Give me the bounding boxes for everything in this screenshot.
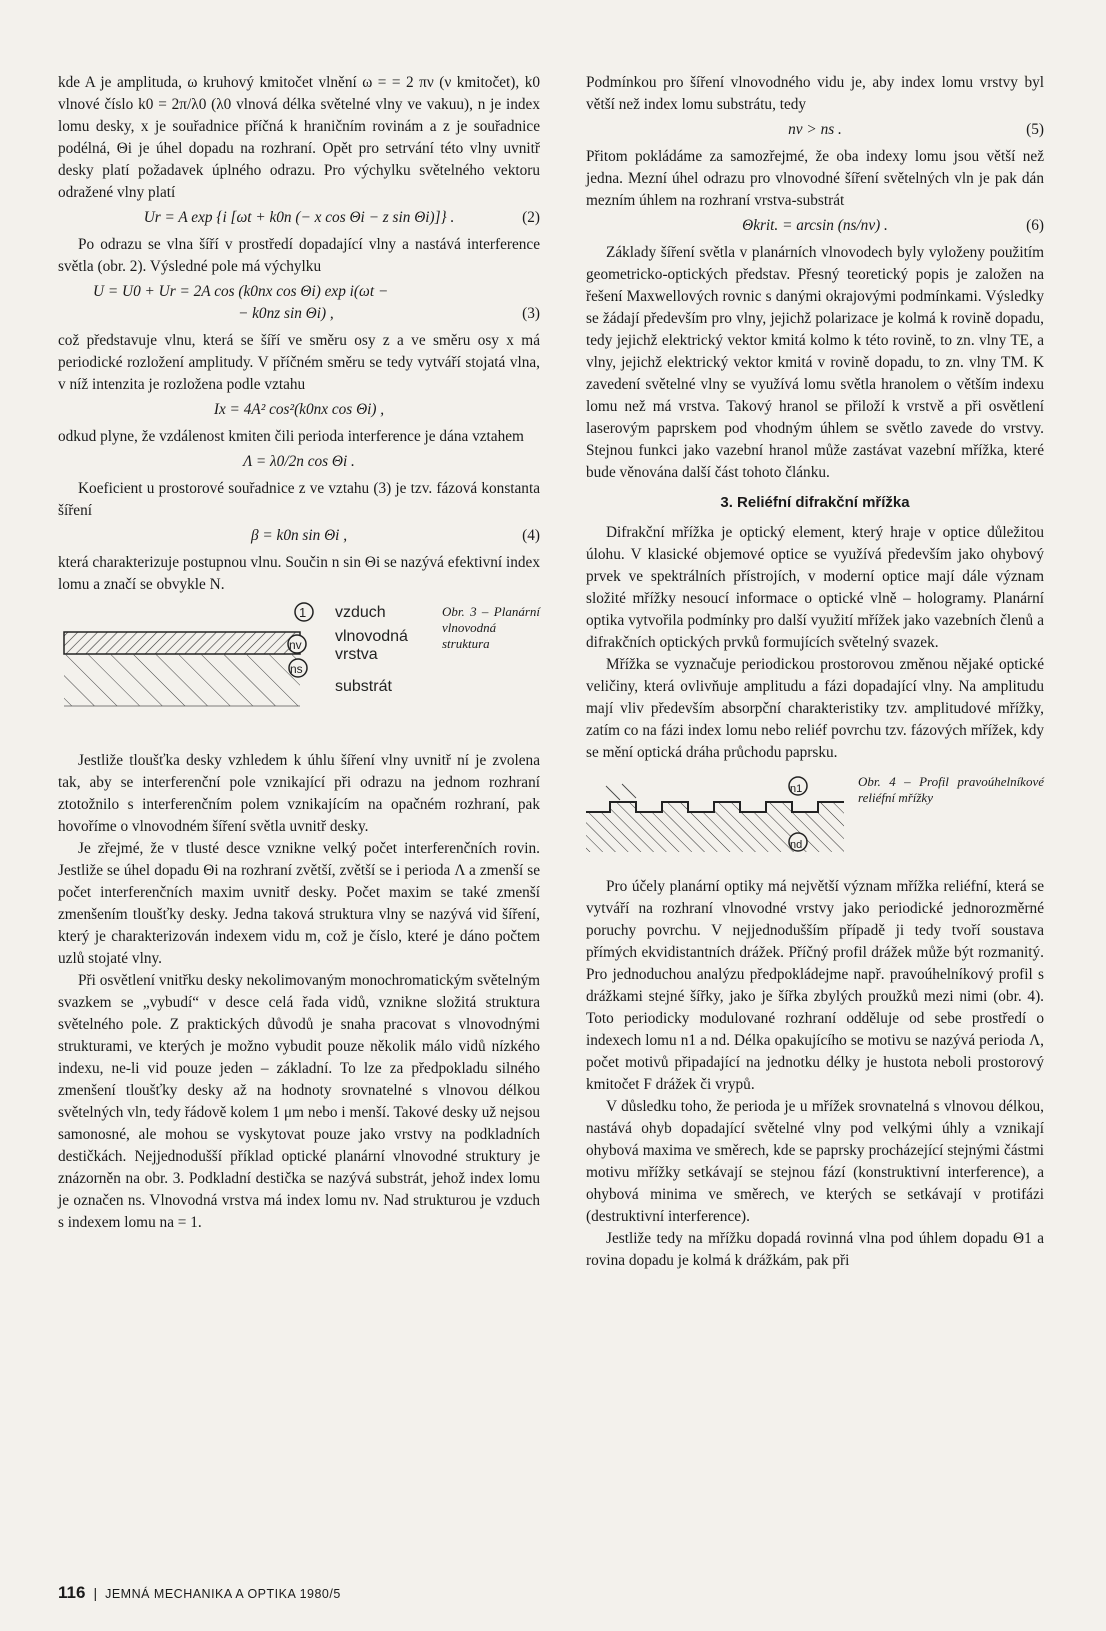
equation-number: (4) — [522, 527, 540, 544]
equation-period — [58, 451, 540, 473]
paragraph: Mřížka se vyznačuje periodickou prostorovou změnou nějaké optické veličiny, která ovlivňuje amplitudu a fázi dopadající vlny. Na amplitudu mají vliv především absorpční charakteristiky tzv. amplitudové mřížky, zatím co na fázi index lomu nebo reliéf povrchu tzv. fázových mřížek, kdy se mění optická dráha průchodu paprsku. — [586, 656, 1044, 761]
paragraph: Jestliže tedy na mřížku dopadá rovinná vlna pod úhlem dopadu Θ1 a rovina dopadu je kolmá k drážkám, pak při — [586, 1230, 1044, 1269]
paragraph: Pro účely planární optiky má největší význam mřížka reliéfní, která se vytváří na rozhraní vlnovodné vrstvy jako periodické jednorozměrné poruchy povrchu. V nejjednodušším případě ji tedy tvoří soustava přímých ekvidistantních drážek. Příčný profil drážek může být rozmanitý. Pro jednoduchou analýzu předpokládejme např. pravoúhelníkový profil s drážkami stejné šířky, jako je šířka zbylých proužků mezi nimi (obr. 4). Toto periodicky modulované rozhraní odděluje od sebe prostředí o indexech lomu n1 a nd. Délka opakujícího se motivu se nazývá perioda Λ, počet motivů připadající na jednotku délky je hustota neboli prostorový kmitočet F drážek či vrypů. — [586, 878, 1044, 1093]
left-column — [58, 72, 540, 1234]
paragraph: Po odrazu se vlna šíří v prostředí dopadající vlny a nastává interference světla (obr. 2). Výsledné pole má výchylku — [58, 236, 540, 275]
paragraph: Podmínkou pro šíření vlnovodného vidu je, aby index lomu vrstvy byl větší než index lomu substrátu, tedy — [586, 74, 1044, 113]
paragraph: Koeficient u prostorové souřadnice z ve vztahu (3) je tzv. fázová konstanta šíření — [58, 480, 540, 519]
equation-line: − k0nz sin Θi) , — [238, 305, 334, 322]
marker-layer: nv — [289, 638, 302, 652]
page-footer — [58, 1583, 341, 1603]
paragraph: Difrakční mřížka je optický element, který hraje v optice důležitou úlohu. V klasické objemové optice se využívá především jako ohybový prvek ve spektrálních přístrojích, v moderní optice mají dále význam složité mřížky nesoucí informace o optické vlně – hologramy. Planární optika vytvořila podmínky pro další využití mřížek jako vazebních členů a difrakčních optických prvků formujících světelný svazek. — [586, 524, 1044, 651]
equation-number: (2) — [522, 209, 540, 226]
equation-5 — [586, 119, 1044, 141]
equation-text: Λ = λ0/2n cos Θi . — [243, 453, 355, 470]
paragraph: Přitom pokládáme za samozřejmé, že oba indexy lomu jsou větší než jedna. Mezní úhel odrazu pro vlnovodné šíření světelných vln je pak dán mezním úhlem na rozhraní vrstva-substrát — [586, 148, 1044, 209]
equation-text: Ix = 4A² cos²(k0nx cos Θi) , — [213, 401, 385, 418]
label-substrate: substrát — [335, 678, 392, 695]
paragraph: odkud plyne, že vzdálenost kmiten čili perioda interference je dána vztahem — [58, 428, 524, 445]
paragraph: Základy šíření světla v planárních vlnovodech byly vyloženy použitím geometricko-optických představ. Přesný teoretický popis je založen na řešení Maxwellových rovnic s danými okrajovými podmínkami. Výsledky se žádají především pro vlny, jejichž polarizace je kolmá k rovině dopadu, tedy jejichž elektrický vektor kmitá kolmo k této rovině, to zn. vlny TE, a vlny, jejichž elektrický vektor kmitá v rovině dopadu, to zn. vlny TM. K zavedení světelné vlny se využívá lomu světla hranolem o větším indexu lomu než má vrstva. Takový hranol se přiloží k vrstvě a při osvětlení laserovým paprskem pod vhodným úhlem se světlo zavede do vrstvy. Stejnou funkci jako vazební hranol může zastávat vazební mřížka, které bude věnována další část tohoto článku. — [586, 244, 1044, 481]
marker-nd: nd — [790, 839, 803, 851]
figure-4 — [586, 772, 1044, 862]
equation-number: (3) — [522, 305, 540, 322]
page-number: 116 — [58, 1583, 86, 1602]
paragraph: kde A je amplituda, ω kruhový kmitočet vlnění ω = = 2 πν (ν kmitočet), k0 vlnové číslo k0 = 2π/λ0 (λ0 vlnová délka světelné vlny ve vakuu), n je index lomu desky, x je souřadnice příčná k hraničním rovinám a z je souřadnice podélná, Θi je úhel dopadu na rozhraní. Opět pro setrvání této vlny uvnitř desky platí požadavek úplného odrazu. Pro výchylku světelného vektoru odražené vlny platí — [58, 74, 540, 201]
journal-name: JEMNÁ MECHANIKA A OPTIKA 1980/5 — [105, 1587, 341, 1601]
equation-number: (5) — [1026, 121, 1044, 138]
figure-3 — [58, 602, 540, 742]
marker-air: 1 — [299, 605, 307, 620]
equation-3 — [58, 281, 540, 325]
label-air: vzduch — [335, 604, 386, 621]
paragraph: Jestliže tloušťka desky vzhledem k úhlu šíření vlny uvnitř ní je zvolena tak, aby se interferenční pole vznikající při odrazu na jednom rozhraní ztotožnilo s interferenčním polem vznikajícím na opačném rozhraní, pak hovoříme o vlnovodném šíření světla uvnitř desky. — [58, 752, 540, 835]
paragraph: která charakterizuje postupnou vlnu. Součin n sin Θi se nazývá efektivní index lomu a značí se obvykle N. — [58, 554, 540, 593]
label-waveguide-layer: vlnovodná vrstva — [335, 628, 408, 663]
figure-4-caption: Obr. 4 – Profil pravoúhelníkové reliéfní mřížky — [858, 774, 1044, 805]
equation-text: Θkrit. = arcsin (ns/nv) . — [742, 217, 888, 234]
equation-text: β = k0n sin Θi , — [250, 527, 348, 544]
equation-text: Ur = A exp {i [ωt + k0n (− x cos Θi − z sin Θi)]} . — [143, 209, 455, 226]
paragraph: V důsledku toho, že perioda je u mřížek srovnatelná s vlnovou délkou, nastává ohyb dopadající světelné vlny pod velkými úhly a vznikají ohybová maxima ve směrech, kde se paprsky procházející stejnými částmi motivu mřížky setkávají se stejnou fází (konstruktivní interference), a ohybová minima ve směrech, ve kterých se setkávají v protifázi (destruktivní interference). — [586, 1098, 1044, 1225]
marker-n1: n1 — [790, 783, 803, 795]
equation-line: U = U0 + Ur = 2A cos (k0nx cos Θi) exp i(ωt − — [93, 283, 389, 300]
equation-text: nv > ns . — [788, 121, 842, 138]
equation-4 — [58, 525, 540, 547]
paragraph: což představuje vlnu, která se šíří ve směru osy z a ve směru osy x má periodické rozložení amplitudy. V příčném směru se tedy vytváří stojatá vlna, v níž intenzita je rozložena podle vztahu — [58, 332, 540, 393]
equation-ix — [58, 399, 540, 421]
figure-3-caption: Obr. 3 – Planární vlnovodná struktura — [442, 604, 540, 651]
equation-number: (6) — [1026, 217, 1044, 234]
equation-6 — [586, 215, 1044, 237]
marker-substrate: ns — [290, 662, 303, 676]
paragraph: Je zřejmé, že v tlusté desce vznikne velký počet interferenčních rovin. Jestliže se úhel dopadu Θi na rozhraní zvětší, zvětší se i perioda Λ a zmenší se počet interferenčních maxim uvnitř desky. Počet maxim se také zmenší zmenšením tloušťky desky. Jedna taková struktura vlny se nazývá vid šíření, který je charakterizován indexem vidu m, což je číslo, které je dáno počtem uzlů stojaté vlny. — [58, 840, 540, 967]
footer-divider: | — [93, 1585, 98, 1601]
paragraph: Při osvětlení vnitřku desky nekolimovaným monochromatickým světelným svazkem se „vybudí“ v desce celá řada vidů, vznikne složitá struktura světelného pole. Z praktických důvodů je snaha pracovat s vlnovodnými strukturami, ve kterých je možno vybudit pouze několik málo vidů nízkého indexu, ne-li vid pouze jeden – základní. To lze za předpokladu silného zmenšení tloušťky desky až na hodnoty srovnatelné s vlnovou délkou světelných vln, tedy řádově kolem 1 μm nebo i menší. Takové desky už nejsou samonosné, ale mohou se vyskytovat pouze jako vrstvy na podkladních destičkách. Nejjednodušší příklad optické planární vlnovodné struktury je znázorněn na obr. 3. Podkladní destička se nazývá substrát, jehož index lomu je označen ns. Vlnovodná vrstva má index lomu nv. Nad strukturou je vzduch s indexem lomu na = 1. — [58, 972, 540, 1231]
equation-2 — [58, 207, 540, 229]
right-column — [586, 72, 1044, 1272]
section-title: 3. Reliéfní difrakční mřížka — [720, 494, 910, 511]
